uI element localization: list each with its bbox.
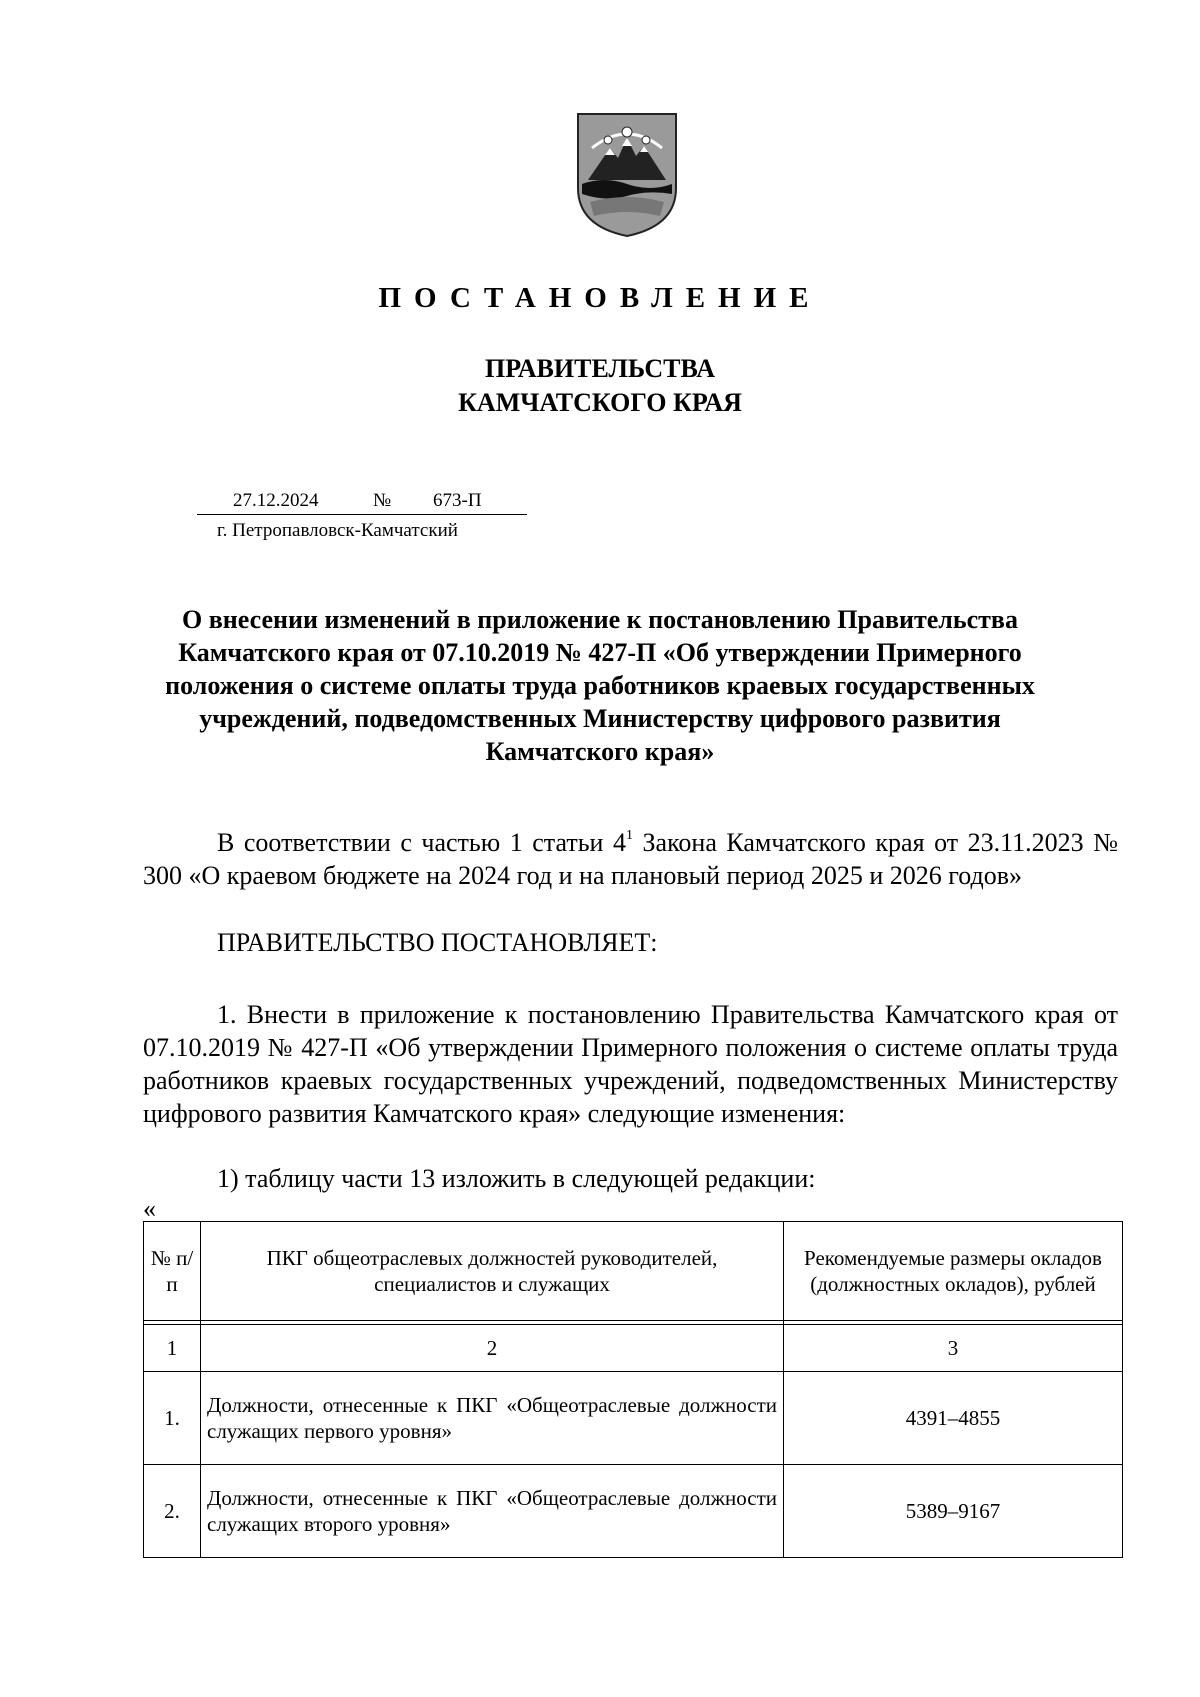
item-1-paragraph: 1. Внести в приложение к постановлению Правительства Камчатского края от 07.10.2019 № 427-П «Об утверждении Примерного положения о системе оплаты труда работников краевых государственных учреждений, подведомственных Министерству цифрового развития Камчатского края» следующие изменения:	[143, 1000, 1118, 1128]
city: г. Петропавловск-Камчатский	[217, 520, 458, 541]
column-number-cell: 2	[201, 1325, 784, 1372]
opening-quote: «	[143, 1194, 156, 1223]
row-group-name: Должности, отнесенные к ПКГ «Общеотраслевые должности служащих первого уровня»	[201, 1372, 784, 1465]
document-date: 27.12.2024	[233, 490, 319, 511]
row-number: 1.	[144, 1372, 201, 1465]
document-number: 673-П	[433, 490, 482, 511]
table-row	[144, 1372, 1123, 1465]
row-salary-range: 4391–4855	[784, 1372, 1123, 1465]
salary-table	[143, 1221, 1123, 1558]
kamchatka-coat-of-arms-icon	[574, 110, 680, 238]
header-cell-salary: Рекомендуемые размеры окладов (должностных окладов), рублей	[784, 1222, 1123, 1321]
preamble-paragraph	[143, 826, 1118, 892]
subitem-1-paragraph: 1) таблицу части 13 изложить в следующей редакции:	[217, 1164, 816, 1193]
preamble-text-start: В соответствии с частью 1 статьи 4	[217, 828, 626, 857]
header-cell-group: ПКГ общеотраслевых должностей руководителей, специалистов и служащих	[201, 1222, 784, 1321]
row-number: 2.	[144, 1465, 201, 1558]
number-sign: №	[373, 490, 392, 511]
document-title: О внесении изменений в приложение к постановлению Правительства Камчатского края от 07.10.2019 № 427-П «Об утверждении Примерного положения о системе оплаты труда работников краевых государственных учреждений, подведомственных Министерству цифрового развития Камчатского края»	[165, 605, 1035, 766]
table-row	[144, 1465, 1123, 1558]
article-superscript: 1	[626, 828, 633, 843]
registration-line	[197, 488, 527, 515]
resolves-paragraph: ПРАВИТЕЛЬСТВО ПОСТАНОВЛЯЕТ:	[217, 928, 658, 957]
table-header-row	[144, 1222, 1123, 1321]
issuer-line-2: КАМЧАТСКОГО КРАЯ	[458, 388, 742, 417]
document-type: ПОСТАНОВЛЕНИЕ	[378, 282, 822, 314]
header-cell-number: № п/п	[144, 1222, 201, 1321]
column-number-cell: 3	[784, 1325, 1123, 1372]
column-number-row	[144, 1325, 1123, 1372]
issuer-block	[0, 352, 1200, 420]
issuer-line-1: ПРАВИТЕЛЬСТВА	[485, 354, 715, 383]
row-group-name: Должности, отнесенные к ПКГ «Общеотраслевые должности служащих второго уровня»	[201, 1465, 784, 1558]
row-salary-range: 5389–9167	[784, 1465, 1123, 1558]
column-number-cell: 1	[144, 1325, 201, 1372]
preamble-text-end: Закона Камчатского края от 23.11.2023 № 300 «О краевом бюджете на 2024 год и на плановый период 2025 и 2026 годов»	[143, 828, 1118, 890]
